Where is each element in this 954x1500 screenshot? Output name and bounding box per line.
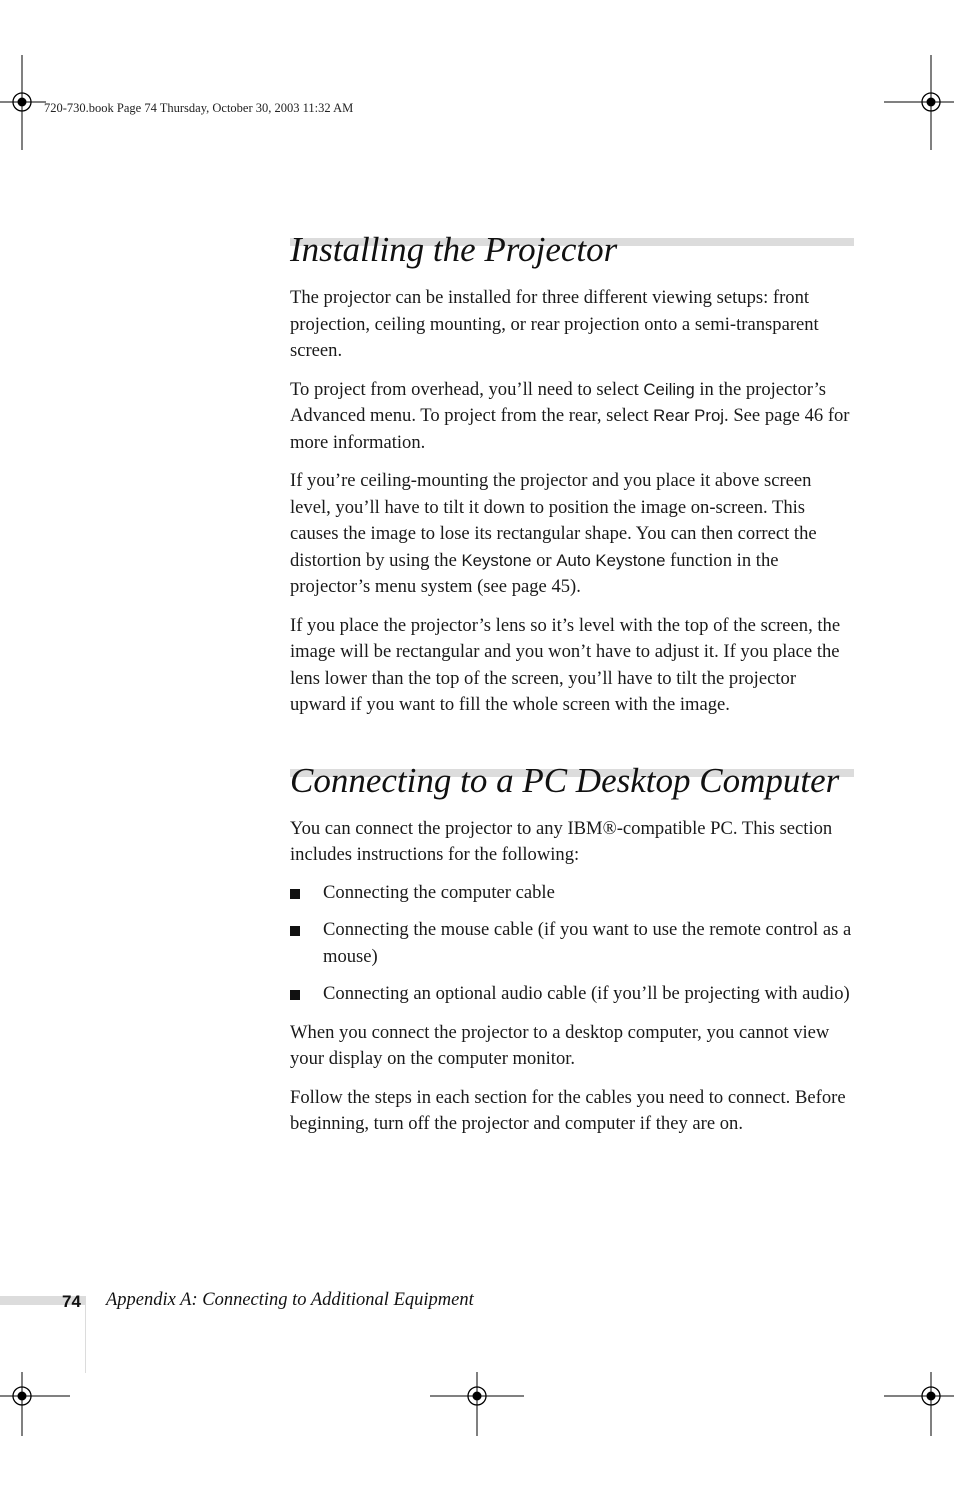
paragraph: You can connect the projector to any IBM®-compatible PC. This section includes instructions for the following: bbox=[290, 817, 833, 865]
registration-mark-bottom-left-icon bbox=[0, 1372, 70, 1436]
paragraph: To project from overhead, you’ll need to select Ceiling in the projector’s Advanced menu. To project from the rear, select Rear Proj. See page 46 for more information. bbox=[290, 378, 850, 453]
paragraph: Follow the steps in each section for the cables you need to connect. Before beginning, turn off the projector and computer if they are on. bbox=[290, 1086, 846, 1134]
square-bullet-icon bbox=[290, 990, 300, 1000]
page-body bbox=[290, 226, 854, 1138]
footer-divider bbox=[85, 1305, 86, 1373]
list-item: Connecting the computer cable bbox=[290, 880, 854, 907]
registration-mark-bottom-right-icon bbox=[884, 1372, 954, 1436]
paragraph: If you place the projector’s lens so it’s level with the top of the screen, the image will be rectangular and you won’t have to adjust it. If you place the lens lower than the top of the screen, you’ll have to tilt the projector upward if you want to fill the whole screen with the image. bbox=[290, 614, 841, 715]
registration-mark-bottom-center-icon bbox=[430, 1372, 524, 1436]
list-item: Connecting an optional audio cable (if you’ll be projecting with audio) bbox=[290, 981, 854, 1008]
running-footer-title: Appendix A: Connecting to Additional Equipment bbox=[106, 1290, 474, 1310]
page-number: 74 bbox=[62, 1292, 81, 1311]
bullet-list bbox=[290, 880, 854, 1008]
print-slug: 720-730.book Page 74 Thursday, October 30, 2003 11:32 AM bbox=[44, 101, 354, 115]
menu-option-rear-proj: Rear Proj bbox=[653, 406, 725, 425]
square-bullet-icon bbox=[290, 926, 300, 936]
menu-option-auto-keystone: Auto Keystone bbox=[556, 550, 666, 570]
paragraph: When you connect the projector to a desktop computer, you cannot view your display on the computer monitor. bbox=[290, 1021, 830, 1069]
registration-mark-top-right-icon bbox=[884, 55, 954, 150]
square-bullet-icon bbox=[290, 889, 300, 899]
section-heading-installing bbox=[290, 226, 854, 274]
heading-text: Installing the Projector bbox=[290, 230, 618, 269]
paragraph: If you’re ceiling-mounting the projector and you place it above screen level, you’ll have to tilt it down to position the image on-screen. This causes the image to lose its rectangular shape. You can then correct the distortion by using the Keystone or Auto Keystone function in the projector’s menu system (see page 45). bbox=[290, 470, 817, 597]
heading-text: Connecting to a PC Desktop Computer bbox=[290, 760, 840, 800]
section-heading-connecting bbox=[290, 757, 854, 805]
paragraph: The projector can be installed for three different viewing setups: front projection, ceiling mounting, or rear projection onto a semi-transparent screen. bbox=[290, 287, 819, 361]
menu-option-keystone: Keystone bbox=[461, 550, 532, 570]
menu-option-ceiling: Ceiling bbox=[643, 379, 695, 399]
registration-mark-top-left-icon bbox=[0, 55, 46, 150]
list-item: Connecting the mouse cable (if you want to use the remote control as a mouse) bbox=[290, 917, 854, 970]
